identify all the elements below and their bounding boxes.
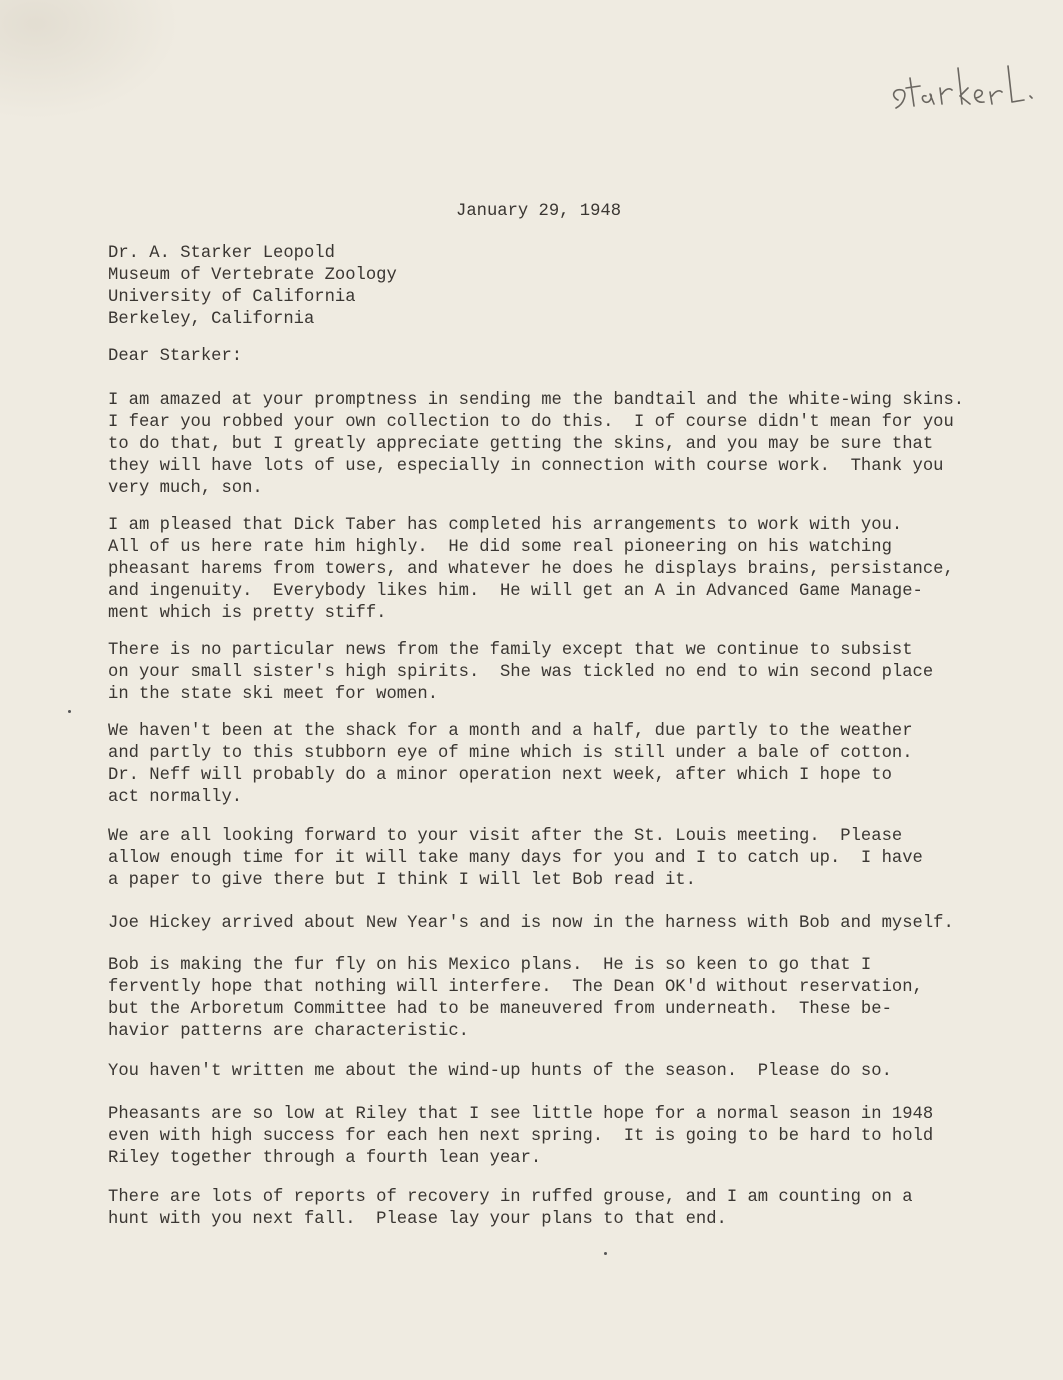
text-line: to do that, but I greatly appreciate getting the skins, and you may be sure that: [108, 435, 934, 454]
salutation: Dear Starker:: [108, 347, 243, 366]
text-line: even with high success for each hen next spring. It is going to be hard to hold: [108, 1127, 934, 1146]
text-line: Dr. Neff will probably do a minor operation next week, after which I hope to: [108, 766, 892, 785]
text-line: hunt with you next fall. Please lay your plans to that end.: [108, 1210, 727, 1229]
paragraph-wind-up-hunts: [108, 1061, 988, 1083]
paragraph-pheasants: [108, 1104, 988, 1170]
text-line: I am amazed at your promptness in sending me the bandtail and the white-wing skins.: [108, 391, 965, 410]
paragraph-the-shack: [108, 721, 988, 809]
text-line: very much, son.: [108, 479, 263, 498]
text-line: There is no particular news from the family except that we continue to subsist: [108, 641, 913, 660]
text-line: and partly to this stubborn eye of mine which is still under a bale of cotton.: [108, 744, 913, 763]
text-line: on your small sister's high spirits. She was tickled no end to win second place: [108, 663, 934, 682]
text-line: but the Arboretum Committee had to be maneuvered from underneath. These be-: [108, 1000, 892, 1019]
paragraph-dick-taber: [108, 515, 988, 625]
address-line: Museum of Vertebrate Zoology: [108, 266, 397, 285]
text-line: We are all looking forward to your visit after the St. Louis meeting. Please: [108, 827, 903, 846]
text-line: I am pleased that Dick Taber has completed his arrangements to work with you.: [108, 516, 903, 535]
text-line: act normally.: [108, 788, 243, 807]
text-line: Bob is making the fur fly on his Mexico plans. He is so keen to go that I: [108, 956, 872, 975]
text-line: We haven't been at the shack for a month and a half, due partly to the weather: [108, 722, 913, 741]
text-line: Joe Hickey arrived about New Year's and is now in the harness with Bob and myself.: [108, 914, 954, 933]
text-line: Riley together through a fourth lean year.: [108, 1149, 542, 1168]
address-line: University of California: [108, 288, 356, 307]
text-line: All of us here rate him highly. He did some real pioneering on his watching: [108, 538, 892, 557]
address-line: Berkeley, California: [108, 310, 315, 329]
text-line: and ingenuity. Everybody likes him. He will get an A in Advanced Game Manage-: [108, 582, 923, 601]
text-line: ment which is pretty stiff.: [108, 604, 387, 623]
text-line: Pheasants are so low at Riley that I see little hope for a normal season in 1948: [108, 1105, 934, 1124]
paragraph-visit: [108, 826, 988, 892]
text-line: pheasant harems from towers, and whatever he does he displays brains, persistance,: [108, 560, 954, 579]
text-line: havior patterns are characteristic.: [108, 1022, 469, 1041]
text-line: fervently hope that nothing will interfere. The Dean OK'd without reservation,: [108, 978, 923, 997]
text-line: You haven't written me about the wind-up hunts of the season. Please do so.: [108, 1062, 892, 1081]
text-line: in the state ski meet for women.: [108, 685, 439, 704]
paragraph-bandtail-skins: [108, 390, 988, 500]
paragraph-joe-hickey: [108, 913, 988, 935]
text-line: I fear you robbed your own collection to do this. I of course didn't mean for you: [108, 413, 954, 432]
text-line: they will have lots of use, especially in connection with course work. Thank you: [108, 457, 944, 476]
paragraph-mexico-plans: [108, 955, 988, 1043]
paragraph-ruffed-grouse: [108, 1187, 988, 1231]
text-line: allow enough time for it will take many days for you and I to catch up. I have: [108, 849, 923, 868]
text-line: There are lots of reports of recovery in ruffed grouse, and I am counting on a: [108, 1188, 913, 1207]
letter-date: January 29, 1948: [456, 202, 622, 221]
paper-speck: [604, 1252, 607, 1255]
paper-speck: [68, 710, 71, 713]
recipient-address: [108, 243, 397, 331]
address-line: Dr. A. Starker Leopold: [108, 244, 335, 263]
handwritten-annotation: [880, 38, 1050, 118]
text-line: a paper to give there but I think I will let Bob read it.: [108, 871, 696, 890]
paragraph-family-news: [108, 640, 988, 706]
